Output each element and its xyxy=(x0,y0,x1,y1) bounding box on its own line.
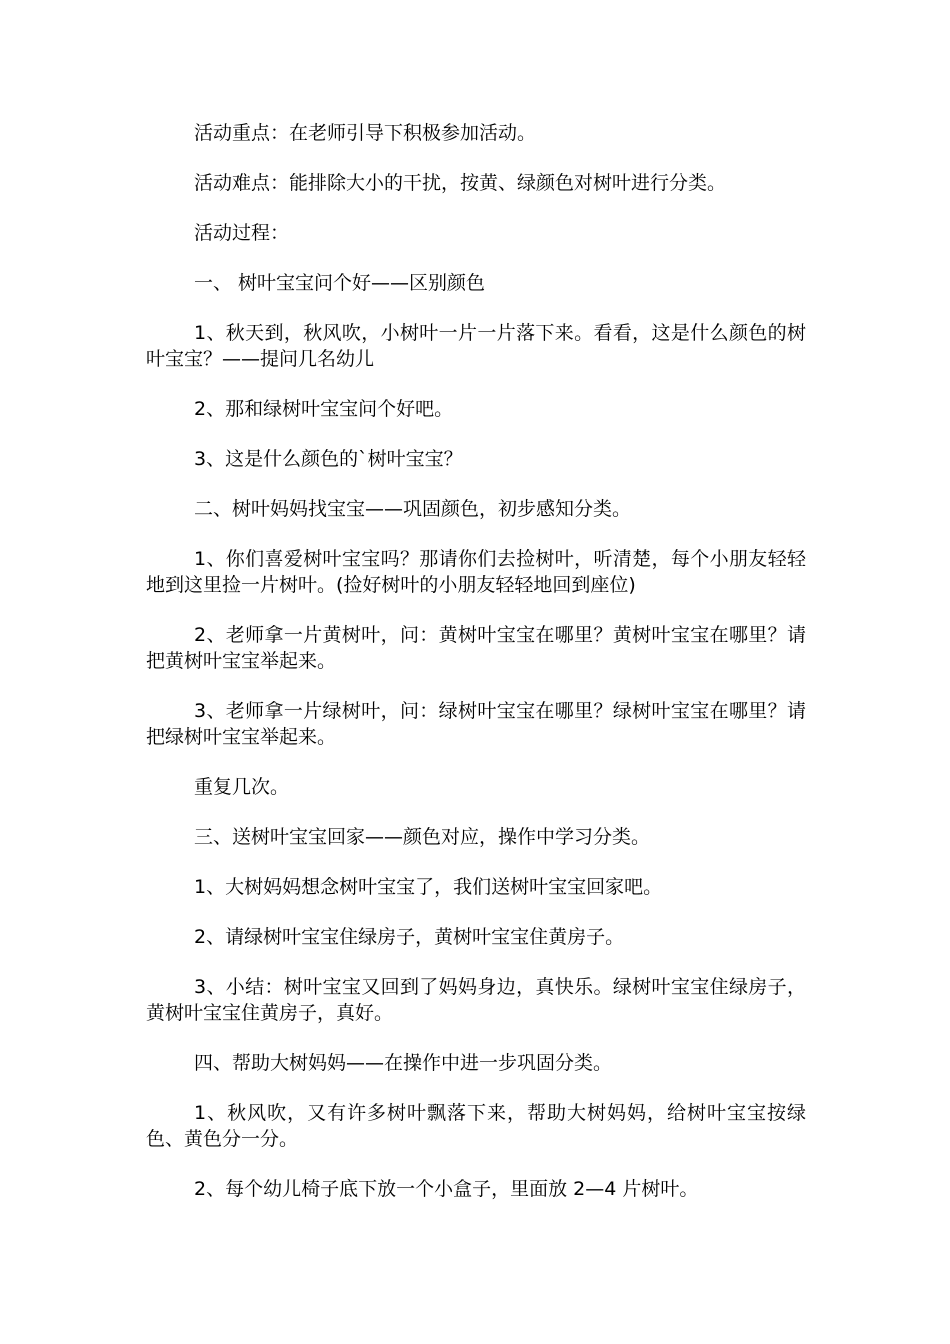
paragraph-repeat: 重复几次。 xyxy=(194,776,290,798)
section-heading-3: 三、送树叶宝宝回家——颜色对应，操作中学习分类。 xyxy=(194,826,651,848)
paragraph-key-point: 活动重点：在老师引导下积极参加活动。 xyxy=(194,122,537,144)
list-item: 1、秋风吹，又有许多树叶飘落下来，帮助大树妈妈，给树叶宝宝按绿色、黄色分一分。 xyxy=(146,1102,806,1150)
list-item: 2、请绿树叶宝宝住绿房子，黄树叶宝宝住黄房子。 xyxy=(194,926,625,948)
list-item: 1、秋天到，秋风吹，小树叶一片一片落下来。看看，这是什么颜色的树叶宝宝？——提问几名幼儿 xyxy=(146,322,806,370)
section-heading-1: 一、 树叶宝宝问个好——区别颜色 xyxy=(194,272,486,294)
list-item: 2、那和绿树叶宝宝问个好吧。 xyxy=(194,398,454,420)
paragraph-difficulty: 活动难点：能排除大小的干扰，按黄、绿颜色对树叶进行分类。 xyxy=(194,172,727,194)
list-item: 2、老师拿一片黄树叶，问：黄树叶宝宝在哪里？黄树叶宝宝在哪里？请把黄树叶宝宝举起来。 xyxy=(146,624,806,672)
list-item: 1、大树妈妈想念树叶宝宝了，我们送树叶宝宝回家吧。 xyxy=(194,876,663,898)
list-item: 2、每个幼儿椅子底下放一个小盒子，里面放 2—4 片树叶。 xyxy=(194,1178,699,1200)
list-item: 1、你们喜爱树叶宝宝吗？那请你们去捡树叶，听清楚，每个小朋友轻轻地到这里捡一片树叶。(捡好树叶的小朋友轻轻地回到座位) xyxy=(146,548,806,596)
section-heading-2: 二、树叶妈妈找宝宝——巩固颜色，初步感知分类。 xyxy=(194,498,632,520)
section-heading-4: 四、帮助大树妈妈——在操作中进一步巩固分类。 xyxy=(194,1052,613,1074)
paragraph-process-heading: 活动过程： xyxy=(194,222,290,244)
document-body xyxy=(146,120,806,1226)
list-item: 3、老师拿一片绿树叶，问：绿树叶宝宝在哪里？绿树叶宝宝在哪里？请把绿树叶宝宝举起来。 xyxy=(146,700,806,748)
list-item: 3、这是什么颜色的`树叶宝宝？ xyxy=(194,448,463,470)
list-item: 3、小结：树叶宝宝又回到了妈妈身边，真快乐。绿树叶宝宝住绿房子，黄树叶宝宝住黄房子，真好。 xyxy=(146,976,806,1024)
